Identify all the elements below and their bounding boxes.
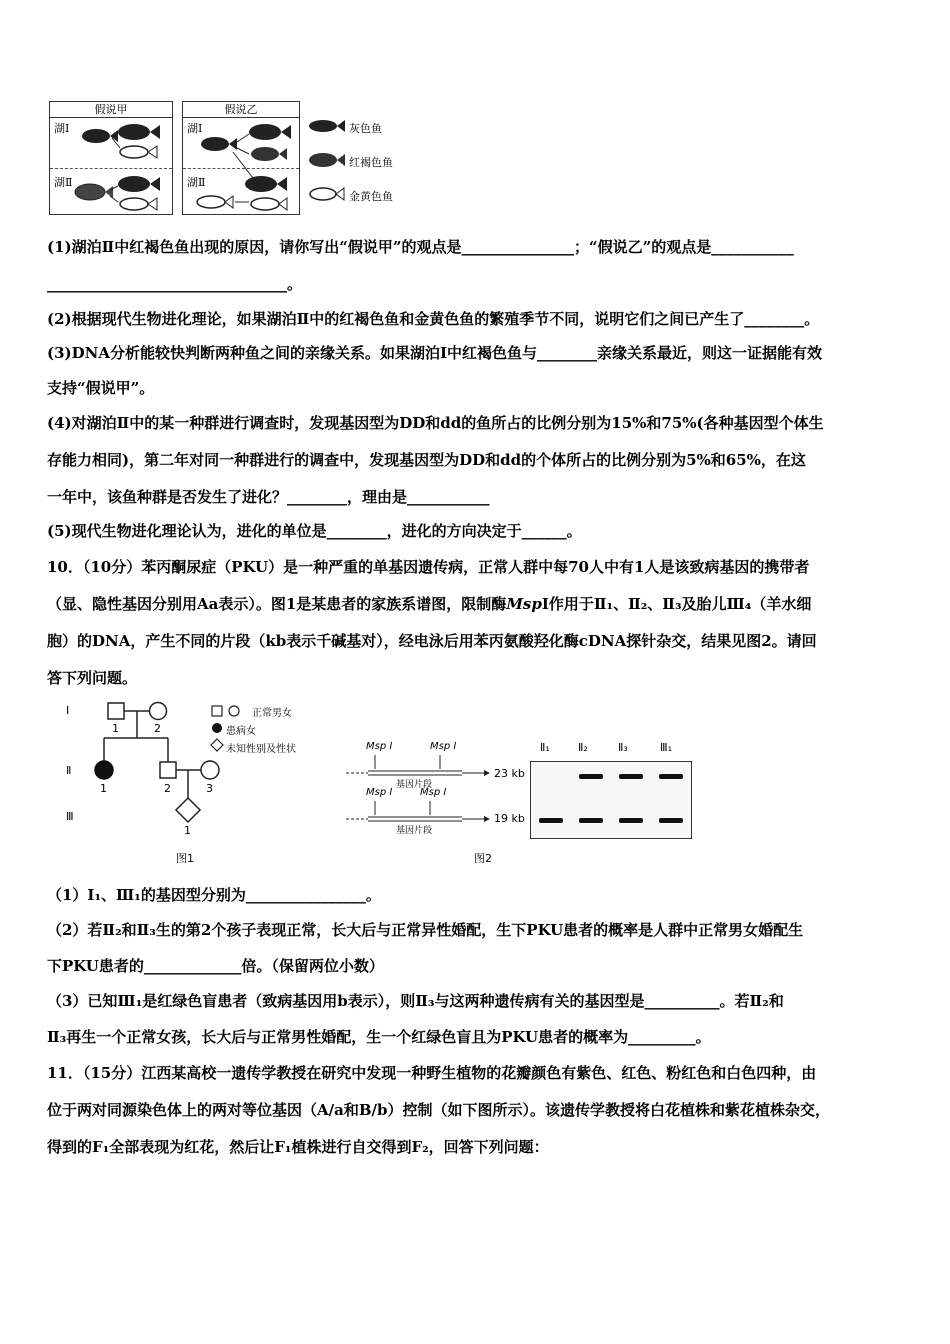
q11-line-3: 得到的F₁全部表现为红花，然后让F₁植株进行自交得到F₂，回答下列问题： [47, 1138, 549, 1156]
q9-line-8: 一年中，该鱼种群是否发生了进化？________，理由是___________ [47, 488, 490, 506]
q9-line-4: (3)DNA分析能较快判断两种鱼之间的亲缘关系。如果湖泊Ⅰ中红褐色鱼与________亲缘关系最近，则这一证据能有效 [47, 344, 823, 362]
legend-grey-fish: 灰色鱼 [349, 122, 382, 135]
q10-line-3: 胞）的DNA，产生不同的片段（kb表示千碱基对），经电泳后用苯丙氨酸羟化酶cDNA探针杂交，结果见图2。请回 [47, 632, 817, 650]
q9-line-6: (4)对湖泊Ⅱ中的某一种群进行调查时，发现基因型为DD和dd的鱼所占的比例分别为15%和75%(各种基因型个体生 [47, 414, 824, 432]
hypothesis-b-box [182, 101, 300, 215]
q10-line-4: 答下列问题。 [47, 669, 138, 687]
pedigree-chart [60, 700, 330, 840]
lake-1-label-b: 湖Ⅰ [187, 122, 203, 135]
size-23kb: 23 kb [494, 767, 525, 780]
band-III1-19kb [659, 818, 683, 823]
q10-sub2-b: 下PKU患者的_____________倍。（保留两位小数） [47, 957, 384, 975]
pedigree-caption: 图1 [176, 852, 194, 865]
legend-unknown: 未知性别及性状 [226, 744, 296, 755]
q10-line-2: （显、隐性基因分别用Aa表示）。图1是某患者的家族系谱图，限制酶MspⅠ作用于Ⅱ₁、Ⅱ₂、Ⅱ₃及胎儿Ⅲ₄（羊水细 [47, 595, 812, 613]
band-II2-23kb [579, 774, 603, 779]
hypothesis-a-title: 假说甲 [50, 102, 172, 118]
generation-1-label: Ⅰ [66, 704, 70, 717]
pedigree-II-1: 1 [100, 782, 107, 795]
pedigree-I-2: 2 [154, 722, 161, 735]
band-II2-19kb [579, 818, 603, 823]
q10-sub1: （1）I₁、Ⅲ₁的基因型分别为________________。 [47, 886, 381, 904]
gel-box [530, 761, 692, 839]
q10-sub3-a: （3）已知Ⅲ₁是红绿色盲患者（致病基因用b表示），则Ⅱ₃与这两种遗传病有关的基因型是__________。若Ⅱ₂和 [47, 992, 784, 1010]
lake-2-label: 湖Ⅱ [54, 176, 73, 189]
q9-line-3: (2)根据现代生物进化理论，如果湖泊Ⅱ中的红褐色鱼和金黄色鱼的繁殖季节不同，说明它们之间已产生了________。 [47, 310, 820, 328]
band-II3-23kb [619, 774, 643, 779]
q9-line-5: 支持“假说甲”。 [47, 379, 155, 397]
msp-label-3: Msp I [366, 787, 393, 798]
q10-line-1: 10．（10分）苯丙酮尿症（PKU）是一种严重的单基因遗传病，正常人群中每70人中有1人是该致病基因的携带者 [47, 558, 810, 576]
msp-label-1: Msp I [366, 741, 393, 752]
pedigree-figure [60, 700, 330, 870]
fragment-label-2: 基因片段 [396, 826, 433, 836]
q11-line-1: 11．（15分）江西某高校一遗传学教授在研究中发现一种野生植物的花瓣颜色有紫色、红色、粉红色和白色四种，由 [47, 1064, 817, 1082]
q9-line-1: (1)湖泊Ⅱ中红褐色鱼出现的原因，请你写出“假说甲”的观点是_______________；“假说乙”的观点是___________ [47, 238, 794, 256]
pedigree-I-1: 1 [112, 722, 119, 735]
size-19kb: 19 kb [494, 812, 525, 825]
legend-golden-fish: 金黄色鱼 [349, 190, 393, 203]
hypothesis-a-box [49, 101, 173, 215]
msp-label-4: Msp I [420, 787, 447, 798]
hypothesis-figure [47, 100, 407, 216]
q9-line-2: ________________________________。 [47, 275, 303, 293]
hypothesis-b-title: 假说乙 [183, 102, 299, 118]
hypothesis-a-fish [50, 116, 170, 212]
pedigree-II-3: 3 [206, 782, 213, 795]
hypothesis-b-fish [183, 116, 297, 212]
msp-label-2: Msp I [430, 741, 457, 752]
generation-3-label: Ⅲ [66, 810, 74, 823]
q9-line-7: 存能力相同)，第二年对同一种群进行的调查中，发现基因型为DD和dd的个体所占的比例分别为5%和65%，在这 [47, 451, 806, 469]
gel-figure [342, 735, 702, 870]
q9-line-9: (5)现代生物进化理论认为，进化的单位是________，进化的方向决定于______。 [47, 522, 582, 540]
q10-sub2-a: （2）若Ⅱ₂和Ⅱ₃生的第2个孩子表现正常，长大后与正常异性婚配，生下PKU患者的概率是人群中正常男女婚配生 [47, 921, 804, 939]
lane-label-3: Ⅱ₃ [618, 741, 628, 754]
fragment-label-1: 基因片段 [396, 780, 433, 790]
legend-normal: 正常男女 [252, 708, 292, 719]
lane-label-1: Ⅱ₁ [540, 741, 550, 754]
pedigree-III-1: 1 [184, 824, 191, 837]
legend-affected-female: 患病女 [226, 726, 256, 737]
pedigree-II-2: 2 [164, 782, 171, 795]
lane-label-2: Ⅱ₂ [578, 741, 588, 754]
lake-2-label-b: 湖Ⅱ [187, 176, 206, 189]
lane-label-4: Ⅲ₁ [660, 741, 672, 754]
lake-1-label: 湖Ⅰ [54, 122, 70, 135]
q11-line-2: 位于两对同源染色体上的两对等位基因（A/a和B/b）控制（如下图所示）。该遗传学教授将白花植株和紫花植株杂交， [47, 1101, 830, 1119]
fish-legend-icons [305, 116, 349, 206]
gel-caption: 图2 [474, 852, 492, 865]
q10-sub3-b: Ⅱ₃再生一个正常女孩，长大后与正常男性婚配，生一个红绿色盲且为PKU患者的概率为_________。 [47, 1028, 711, 1046]
legend-red-brown-fish: 红褐色鱼 [349, 156, 393, 169]
generation-2-label: Ⅱ [66, 764, 72, 777]
band-II1-19kb [539, 818, 563, 823]
band-III1-23kb [659, 774, 683, 779]
band-II3-19kb [619, 818, 643, 823]
